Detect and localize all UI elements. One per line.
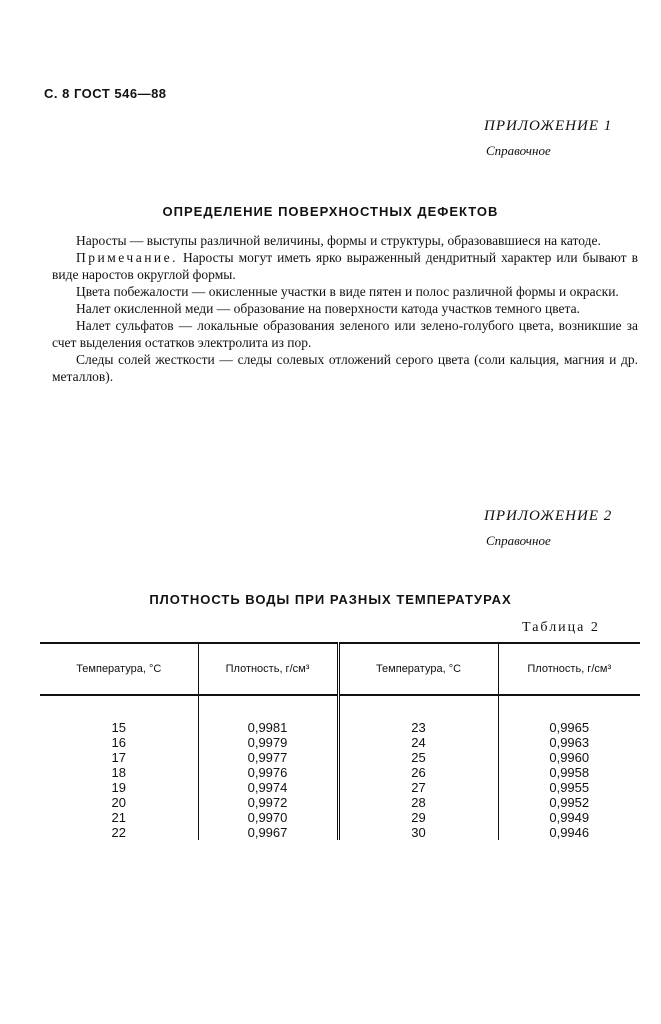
table-row [40,780,640,795]
table-cell: 21 [111,810,126,825]
density-table [40,642,640,840]
table-cell: 0,9952 [498,795,640,810]
table-cell: 0,9976 [198,765,338,780]
appendix-2-subtitle: Справочное [486,533,551,548]
table-cell: 29 [338,810,498,825]
column-header: Температура, °С [40,643,198,695]
table-cell: 18 [111,765,126,780]
table-cell: 27 [338,780,498,795]
table-caption: Таблица 2 [522,620,600,635]
table-cell: 0,9963 [498,735,640,750]
table-cell: 0,9970 [198,810,338,825]
table-cell: 16 [111,735,126,750]
column-header: Температура, °С [338,643,498,695]
table-cell: 0,9949 [498,810,640,825]
appendix-1-subtitle: Справочное [486,143,551,158]
table-cell: 0,9977 [198,750,338,765]
table-row [40,750,640,765]
page-header: С. 8 ГОСТ 546—88 [44,86,167,101]
table-cell: 15 [111,720,126,735]
table-cell: 28 [338,795,498,810]
definition-paragraph: Налет окисленной меди — образование на поверхности катода участков темного цвета. [76,301,580,316]
defects-definitions [52,232,638,385]
table-cell: 24 [338,735,498,750]
table-row [40,810,640,825]
table-row [40,825,640,840]
column-header: Плотность, г/см³ [498,643,640,695]
note-paragraph: Примечание. Наросты могут иметь ярко выраженный дендритный характер или бывают в виде наростов округлой формы. [52,250,638,282]
table-cell: 0,9965 [498,695,640,735]
table-cell: 20 [111,795,126,810]
table-cell: 0,9981 [198,695,338,735]
table-cell: 0,9974 [198,780,338,795]
table-cell: 25 [338,750,498,765]
definition-paragraph: Следы солей жесткости — следы солевых отложений серого цвета (соли кальция, магния и др. металлов). [52,352,638,384]
appendix-2-title: ПРИЛОЖЕНИЕ 2 [484,508,613,524]
defects-heading: ОПРЕДЕЛЕНИЕ ПОВЕРХНОСТНЫХ ДЕФЕКТОВ [162,204,499,219]
table-cell: 0,9967 [198,825,338,840]
table-cell: 0,9946 [498,825,640,840]
table-cell: 22 [111,825,126,840]
table-cell: 0,9979 [198,735,338,750]
definition-paragraph: Цвета побежалости — окисленные участки в виде пятен и полос различной формы и окраски. [76,284,619,299]
table-cell: 0,9972 [198,795,338,810]
table-header-row [40,643,640,695]
table-cell: 0,9958 [498,765,640,780]
table-cell: 26 [338,765,498,780]
table-cell: 0,9960 [498,750,640,765]
definition-paragraph: Налет сульфатов — локальные образования зеленого или зелено-голубого цвета, возникшие за счет выделения остатков электролита из пор. [52,318,638,350]
density-heading: ПЛОТНОСТЬ ВОДЫ ПРИ РАЗНЫХ ТЕМПЕРАТУРАХ [149,592,512,607]
table-cell: 19 [111,780,126,795]
table-cell: 17 [111,750,126,765]
definition-paragraph: Наросты — выступы различной величины, формы и структуры, образовавшиеся на катоде. [76,233,601,248]
table-row [40,735,640,750]
table-cell: 0,9955 [498,780,640,795]
table-row [40,765,640,780]
table-row [40,795,640,810]
table-cell: 23 [338,695,498,735]
appendix-1-title: ПРИЛОЖЕНИЕ 1 [484,118,613,134]
column-header: Плотность, г/см³ [198,643,338,695]
table-cell: 30 [338,825,498,840]
table-row [40,695,640,735]
